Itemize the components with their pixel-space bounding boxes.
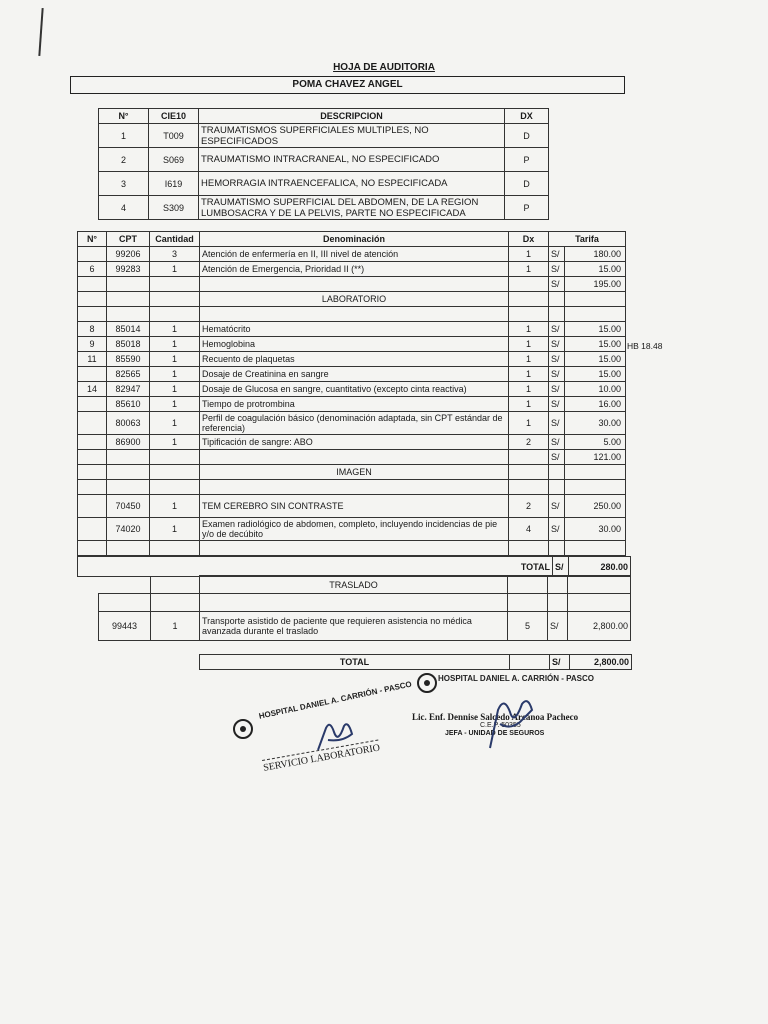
proc-currency: S/ <box>549 352 565 367</box>
proc-cpt: 80063 <box>107 412 150 435</box>
proc-number: 9 <box>78 337 107 352</box>
proc-name: Hemoglobina <box>200 337 509 352</box>
proc-cpt: 82565 <box>107 367 150 382</box>
proc-dx: 1 <box>509 382 549 397</box>
document-title: HOJA DE AUDITORIA <box>333 62 435 73</box>
diag-dx: P <box>505 148 549 172</box>
proc-amount: 30.00 <box>565 518 626 541</box>
proc-quantity: 3 <box>150 247 200 262</box>
proc-name: Recuento de plaquetas <box>200 352 509 367</box>
diag-number: 2 <box>99 148 149 172</box>
header-description: DESCRIPCION <box>199 109 505 124</box>
proc-cpt: 85014 <box>107 322 150 337</box>
diag-number: 3 <box>99 172 149 196</box>
proc-quantity: 1 <box>150 367 200 382</box>
proc-quantity: 1 <box>150 382 200 397</box>
header-number: N° <box>78 232 107 247</box>
subtotal-row <box>78 277 626 292</box>
proc-quantity: 1 <box>150 322 200 337</box>
proc-dx: 1 <box>509 352 549 367</box>
proc-name: Atención de Emergencia, Prioridad II (**) <box>200 262 509 277</box>
lab-row <box>78 397 626 412</box>
lab-row <box>78 412 626 435</box>
diag-dx: P <box>505 196 549 220</box>
header-number: N° <box>99 109 149 124</box>
proc-quantity: 1 <box>150 262 200 277</box>
header-cie10: CIE10 <box>149 109 199 124</box>
proc-cpt: 86900 <box>107 435 150 450</box>
proc-currency: S/ <box>549 322 565 337</box>
proc-cpt: 85610 <box>107 397 150 412</box>
hemoglobin-note: HB 18.48 <box>627 341 663 351</box>
procedure-row <box>78 262 626 277</box>
proc-name: TEM CEREBRO SIN CONTRASTE <box>200 495 509 518</box>
signature-right <box>470 690 540 750</box>
left-stamp-service: SERVICIO LABORATORIO <box>262 739 381 773</box>
proc-currency: S/ <box>549 412 565 435</box>
hospital-emblem-icon <box>416 672 438 699</box>
proc-amount: 250.00 <box>565 495 626 518</box>
proc-amount: 30.00 <box>565 412 626 435</box>
right-stamp-cep: C.E.P. 50355 <box>480 722 521 729</box>
subtotal-amount: 195.00 <box>565 277 626 292</box>
transfer-section-label: TRASLADO <box>200 576 508 594</box>
proc-currency: S/ <box>549 450 565 465</box>
proc-cpt: 82947 <box>107 382 150 397</box>
proc-number <box>78 247 107 262</box>
proc-quantity: 1 <box>150 518 200 541</box>
proc-number: 6 <box>78 262 107 277</box>
proc-currency: S/ <box>549 435 565 450</box>
transfer-amount: 2,800.00 <box>568 612 631 641</box>
diag-dx: D <box>505 124 549 148</box>
proc-currency: S/ <box>549 337 565 352</box>
procedure-row <box>78 247 626 262</box>
right-stamp-role: JEFA - UNIDAD DE SEGUROS <box>445 730 545 737</box>
proc-amount: 15.00 <box>565 322 626 337</box>
proc-dx: 1 <box>509 322 549 337</box>
header-tariff: Tarifa <box>549 232 626 247</box>
diag-code: S069 <box>149 148 199 172</box>
proc-dx: 1 <box>509 247 549 262</box>
proc-name: Tipificación de sangre: ABO <box>200 435 509 450</box>
proc-cpt: 70450 <box>107 495 150 518</box>
proc-quantity: 1 <box>150 352 200 367</box>
proc-cpt: 85018 <box>107 337 150 352</box>
transfer-currency: S/ <box>548 612 568 641</box>
transfer-table <box>98 575 631 641</box>
proc-name: Atención de enfermería en II, III nivel de atención <box>200 247 509 262</box>
grand-total-amount: 2,800.00 <box>570 655 632 670</box>
proc-dx: 1 <box>509 397 549 412</box>
total-amount: 280.00 <box>569 557 631 577</box>
signature-left <box>312 716 362 756</box>
proc-number <box>78 397 107 412</box>
img-section-label: IMAGEN <box>200 465 509 480</box>
diag-description: HEMORRAGIA INTRAENCEFALICA, NO ESPECIFICADA <box>199 172 505 196</box>
proc-number: 8 <box>78 322 107 337</box>
transfer-section-row <box>99 576 631 594</box>
proc-amount: 16.00 <box>565 397 626 412</box>
lab-row <box>78 352 626 367</box>
proc-name: Dosaje de Creatinina en sangre <box>200 367 509 382</box>
grand-total-table <box>199 654 632 670</box>
proc-currency: S/ <box>549 262 565 277</box>
header-cpt: CPT <box>107 232 150 247</box>
proc-amount: 10.00 <box>565 382 626 397</box>
proc-dx: 2 <box>509 435 549 450</box>
diagnosis-table <box>98 108 549 220</box>
proc-dx: 1 <box>509 262 549 277</box>
proc-dx: 4 <box>509 518 549 541</box>
img-section-row <box>78 465 626 480</box>
diag-code: S309 <box>149 196 199 220</box>
lab-emblem-icon <box>232 718 254 745</box>
proc-currency: S/ <box>549 397 565 412</box>
proc-currency: S/ <box>549 277 565 292</box>
transfer-name: Transporte asistido de paciente que requieren asistencia no médica avanzada durante el traslado <box>200 612 508 641</box>
proc-cpt: 99206 <box>107 247 150 262</box>
proc-name: Examen radiológico de abdomen, completo, incluyendo incidencias de pie y/o de decúbito <box>200 518 509 541</box>
total-label: TOTAL <box>515 557 553 577</box>
total-currency: S/ <box>553 557 569 577</box>
proc-amount: 15.00 <box>565 352 626 367</box>
proc-currency: S/ <box>549 518 565 541</box>
right-stamp-name: Lic. Enf. Dennise Salcedo Arcanoa Pacheco <box>412 712 579 722</box>
transfer-row <box>99 612 631 641</box>
diag-code: T009 <box>149 124 199 148</box>
proc-currency: S/ <box>549 495 565 518</box>
lab-row <box>78 367 626 382</box>
transfer-cpt: 99443 <box>99 612 151 641</box>
proc-amount: 15.00 <box>565 337 626 352</box>
header-dx: DX <box>505 109 549 124</box>
proc-dx: 1 <box>509 367 549 382</box>
transfer-quantity: 1 <box>151 612 200 641</box>
lab-section-row <box>78 292 626 307</box>
blank-row <box>78 480 626 495</box>
proc-number <box>78 435 107 450</box>
proc-currency: S/ <box>549 247 565 262</box>
diag-description: TRAUMATISMO INTRACRANEAL, NO ESPECIFICADO <box>199 148 505 172</box>
proc-dx: 2 <box>509 495 549 518</box>
blank-row <box>78 541 626 556</box>
proc-quantity: 1 <box>150 412 200 435</box>
diag-description: TRAUMATISMOS SUPERFICIALES MULTIPLES, NO ESPECIFICADOS <box>199 124 505 148</box>
proc-number <box>78 367 107 382</box>
blank-row <box>78 307 626 322</box>
left-stamp-hospital: HOSPITAL DANIEL A. CARRIÓN - PASCO <box>258 679 413 721</box>
proc-amount: 180.00 <box>565 247 626 262</box>
proc-name: Hematócrito <box>200 322 509 337</box>
procedures-header-row <box>78 232 626 247</box>
procedures-total-row <box>78 557 631 577</box>
lab-subtotal-amount: 121.00 <box>565 450 626 465</box>
proc-name: Perfil de coagulación básico (denominación adaptada, sin CPT estándar de referencia) <box>200 412 509 435</box>
proc-number: 14 <box>78 382 107 397</box>
grand-total-currency: S/ <box>550 655 570 670</box>
diagnosis-header-row <box>99 109 549 124</box>
right-stamp-hospital: HOSPITAL DANIEL A. CARRIÓN - PASCO <box>438 674 595 683</box>
lab-subtotal-row <box>78 450 626 465</box>
proc-name: Dosaje de Glucosa en sangre, cuantitativo (excepto cinta reactiva) <box>200 382 509 397</box>
diag-number: 4 <box>99 196 149 220</box>
proc-amount: 5.00 <box>565 435 626 450</box>
header-quantity: Cantidad <box>150 232 200 247</box>
diagnosis-row <box>99 172 549 196</box>
header-denomination: Denominación <box>200 232 509 247</box>
proc-currency: S/ <box>549 382 565 397</box>
diag-description: TRAUMATISMO SUPERFICIAL DEL ABDOMEN, DE LA REGION LUMBOSACRA Y DE LA PELVIS, PARTE NO ESPECIFICADA <box>199 196 505 220</box>
lab-row <box>78 322 626 337</box>
lab-row <box>78 382 626 397</box>
proc-amount: 15.00 <box>565 367 626 382</box>
proc-amount: 15.00 <box>565 262 626 277</box>
diagnosis-row <box>99 196 549 220</box>
img-row <box>78 495 626 518</box>
proc-dx: 1 <box>509 337 549 352</box>
pen-stroke-mark <box>38 8 43 56</box>
diag-dx: D <box>505 172 549 196</box>
img-row <box>78 518 626 541</box>
grand-total-row <box>200 655 632 670</box>
diag-code: I619 <box>149 172 199 196</box>
proc-number <box>78 412 107 435</box>
proc-cpt: 99283 <box>107 262 150 277</box>
procedures-total-table <box>77 556 631 577</box>
lab-row <box>78 435 626 450</box>
header-dx: Dx <box>509 232 549 247</box>
proc-quantity: 1 <box>150 495 200 518</box>
proc-quantity: 1 <box>150 435 200 450</box>
proc-quantity: 1 <box>150 397 200 412</box>
blank-row <box>99 594 631 612</box>
proc-number: 11 <box>78 352 107 367</box>
transfer-dx: 5 <box>508 612 548 641</box>
proc-quantity: 1 <box>150 337 200 352</box>
procedures-table <box>77 231 626 556</box>
diag-number: 1 <box>99 124 149 148</box>
proc-cpt: 85590 <box>107 352 150 367</box>
grand-total-label: TOTAL <box>200 655 510 670</box>
diagnosis-row <box>99 148 549 172</box>
lab-section-label: LABORATORIO <box>200 292 509 307</box>
lab-row <box>78 337 626 352</box>
proc-name: Tiempo de protrombina <box>200 397 509 412</box>
diagnosis-row <box>99 124 549 148</box>
proc-cpt: 74020 <box>107 518 150 541</box>
patient-name: POMA CHAVEZ ANGEL <box>70 76 625 94</box>
proc-currency: S/ <box>549 367 565 382</box>
proc-dx: 1 <box>509 412 549 435</box>
